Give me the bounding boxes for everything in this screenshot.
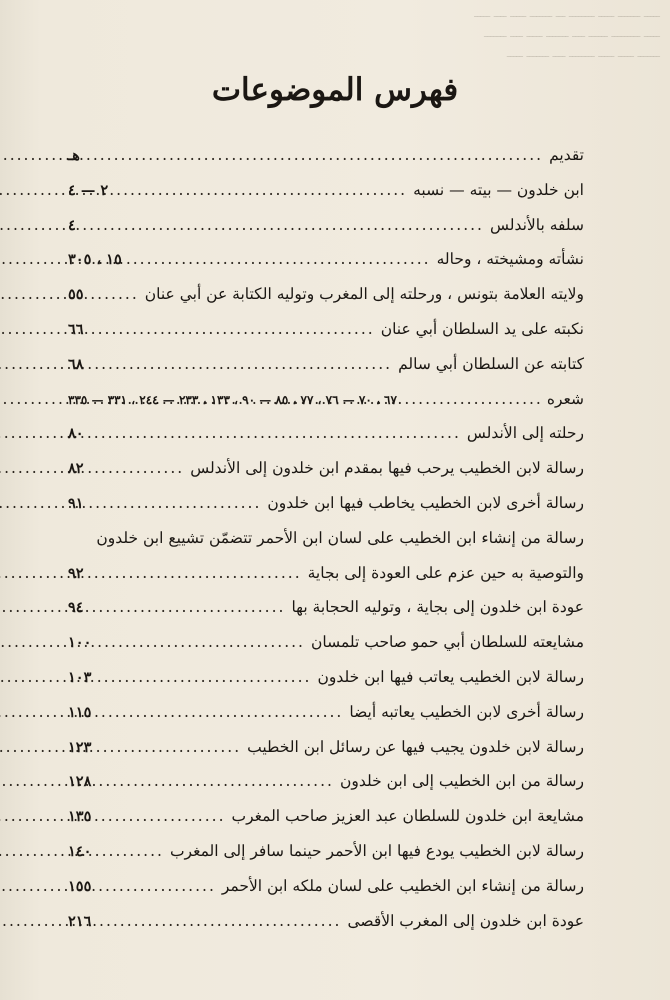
toc-page: ٨٠: [68, 425, 84, 443]
toc-row: [68, 738, 584, 773]
toc-entry: رسالة من إنشاء ابن الخطيب على لسان ابن الأحمر تتضمّن تشييع ابن خلدون: [96, 528, 584, 547]
toc-entry: تقديم: [549, 146, 584, 164]
toc-row: [68, 842, 584, 877]
toc-entry: رسالة لابن الخطيب يودع فيها ابن الأحمر حينما سافر إلى المغرب: [169, 841, 584, 860]
table-of-contents: [68, 146, 584, 946]
toc-entry: رحلته إلى الأندلس: [466, 424, 584, 443]
toc-page: ١٥٥: [68, 877, 92, 895]
dot-leader: [122, 250, 437, 268]
show-through-text: ـــــ ـــــــ ـــــ ــــــــ ـــ ـــــــ ـــــ ــــ ـــــ ـــــ ـــــــــ ــــــ ــــ ـــــــ ـــــ ــــ ـــــــ ـــــــ ـــــ ـــــ ــــــــ ــــ ـــــــ ـــــ: [474, 7, 660, 60]
dot-leader: [84, 494, 268, 512]
dot-leader: [84, 424, 467, 442]
toc-row: [68, 703, 584, 738]
dot-leader: [91, 668, 317, 686]
toc-entry: مشايعته للسلطان أبي حمو صاحب تلمسان: [310, 633, 584, 652]
toc-page: ١٤٠: [68, 842, 92, 860]
dot-leader: [80, 146, 549, 164]
toc-entry: عودة ابن خلدون إلى المغرب الأقصى: [347, 911, 584, 930]
toc-row: [68, 390, 584, 425]
toc-page: ٦٦: [68, 320, 84, 338]
toc-entry: رسالة من ابن الخطيب إلى ابن خلدون: [339, 772, 584, 791]
toc-entry: عودة ابن خلدون إلى بجاية ، وتوليه الحجابة بها: [291, 598, 584, 617]
toc-row: [68, 807, 584, 842]
toc-row: [68, 529, 584, 564]
toc-page: ٩١: [68, 494, 84, 512]
toc-row: [68, 877, 584, 912]
toc-page: ١٣٥: [68, 808, 92, 826]
toc-row: [68, 216, 584, 251]
dot-leader: [91, 842, 170, 860]
dot-leader: [91, 738, 247, 756]
toc-entry: رسالة لابن خلدون يجيب فيها عن رسائل ابن الخطيب: [247, 737, 584, 756]
toc-row: [68, 285, 584, 320]
toc-row: [68, 250, 584, 285]
toc-entry: نشأته ومشيخته ، وحاله: [436, 250, 584, 269]
toc-row: [68, 181, 584, 216]
toc-entry: شعره: [546, 389, 584, 408]
toc-entry: سلفه بالأندلس: [489, 215, 584, 234]
toc-row: [68, 494, 584, 529]
toc-page: ٥٥: [68, 286, 84, 304]
toc-row: [68, 912, 584, 947]
toc-row: [68, 598, 584, 633]
toc-row: [68, 320, 584, 355]
toc-entry: رسالة من إنشاء ابن الخطيب على لسان ملكه ابن الأحمر: [221, 876, 584, 895]
toc-row: [68, 146, 584, 181]
dot-leader: [91, 633, 311, 651]
toc-entry: رسالة أخرى لابن الخطيب يعاتبه أيضا: [349, 702, 584, 721]
toc-page: ١١٥: [68, 703, 92, 721]
toc-entry: رسالة لابن الخطيب يرحب فيها بمقدم ابن خلدون إلى الأندلس: [190, 459, 584, 478]
toc-page: ٢ — ٤: [68, 181, 109, 199]
toc-page: ٦٧ ، ٧٠ — ٧٦ ، ٧٧ ، ٨٥ — ٩٠ ، ١٣٣ ، ٢٣٣ — ٢٤٤ ، ٣٣١ — ٣٣٥: [68, 392, 397, 407]
dot-leader: [91, 912, 347, 930]
dot-leader: [91, 703, 349, 721]
toc-page: ١٠٣: [68, 668, 92, 686]
toc-page: ٤: [68, 216, 76, 234]
dot-leader: [84, 564, 308, 582]
toc-page: ٩٢: [68, 564, 84, 582]
toc-page: ٢١٦: [68, 912, 92, 930]
dot-leader: [84, 355, 398, 373]
toc-row: [68, 633, 584, 668]
toc-entry: رسالة لابن الخطيب يعاتب فيها ابن خلدون: [317, 667, 584, 686]
toc-page: ١٥ ، ٣٠٥: [68, 251, 122, 269]
toc-entry: رسالة أخرى لابن الخطيب يخاطب فيها ابن خلدون: [267, 493, 584, 512]
toc-row: [68, 355, 584, 390]
toc-page: ٦٨: [68, 355, 84, 373]
toc-page: ٩٤: [68, 599, 84, 617]
dot-leader: [76, 216, 490, 234]
toc-entry: ولايته العلامة بتونس ، ورحلته إلى المغرب وتوليه الكتابة عن أبي عنان: [144, 285, 584, 304]
dot-leader: [397, 390, 547, 408]
toc-page: ١٢٣: [68, 738, 92, 756]
dot-leader: [91, 877, 222, 895]
toc-row: [68, 668, 584, 703]
toc-page: ١٠٠: [68, 634, 92, 652]
toc-entry: كتابته عن السلطان أبي سالم: [398, 354, 584, 373]
toc-row: [68, 459, 584, 494]
dot-leader: [84, 598, 292, 616]
toc-entry: نكبته على يد السلطان أبي عنان: [380, 319, 584, 338]
dot-leader: [91, 772, 340, 790]
toc-entry: والتوصية به حين عزم على العودة إلى بجاية: [307, 563, 584, 582]
toc-row: [68, 772, 584, 807]
toc-page: ١٢٨: [68, 773, 92, 791]
toc-row: [68, 424, 584, 459]
toc-row: [68, 564, 584, 599]
toc-page: هـ: [68, 147, 80, 164]
toc-page: ٨٢: [68, 460, 84, 478]
toc-entry: مشايعة ابن خلدون للسلطان عبد العزيز صاحب المغرب: [231, 807, 584, 826]
page-title: فهرس الموضوعات: [211, 72, 459, 108]
dot-leader: [84, 459, 191, 477]
dot-leader: [108, 181, 413, 199]
dot-leader: [91, 807, 231, 825]
dot-leader: [84, 285, 145, 303]
dot-leader: [84, 320, 381, 338]
toc-entry: ابن خلدون — بيته — نسبه: [413, 180, 584, 199]
